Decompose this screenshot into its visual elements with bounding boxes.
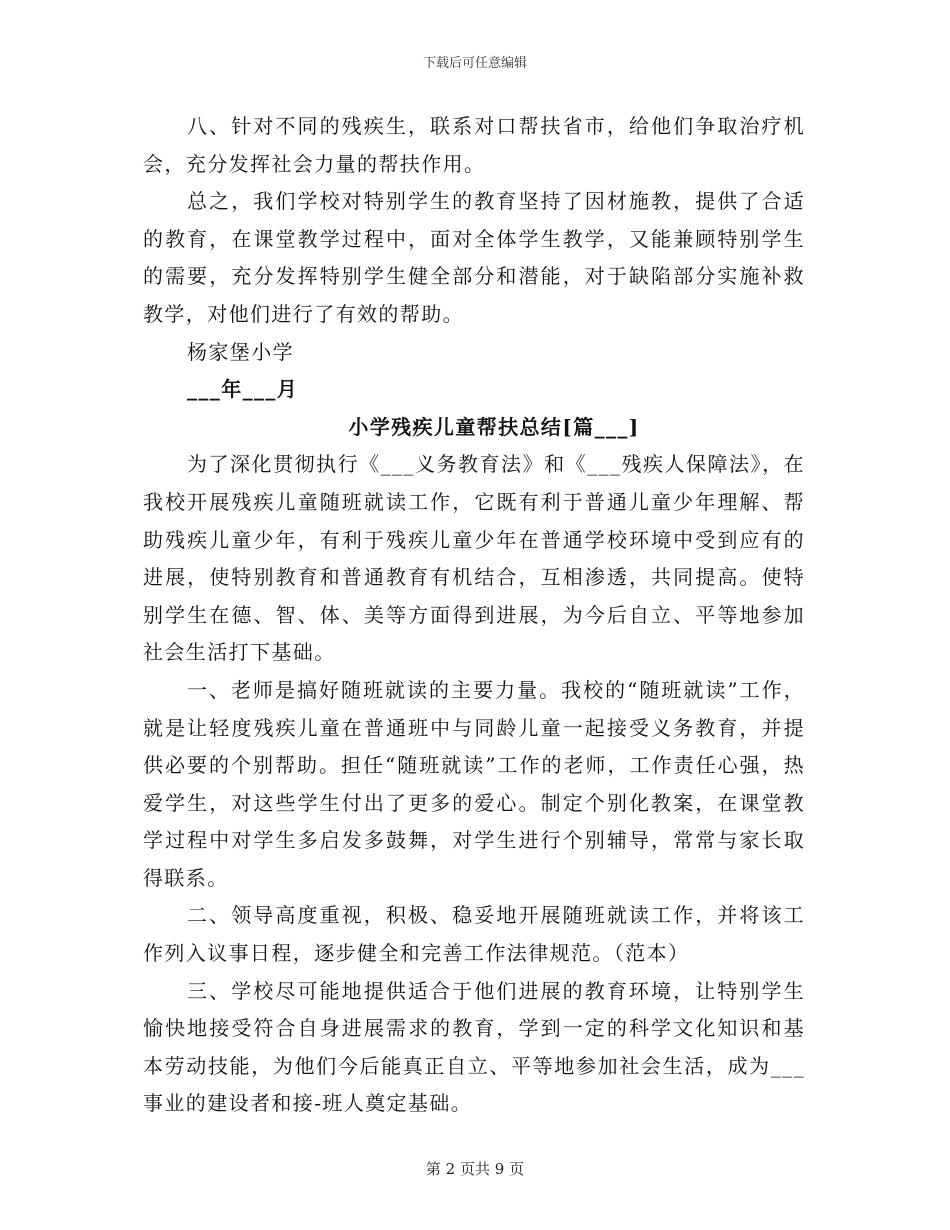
paragraph-8: 八、针对不同的残疾生，联系对口帮扶省市，给他们争取治疗机会，充分发挥社会力量的帮扶作用。 [143, 114, 805, 176]
point-3-paragraph: 三、学校尽可能地提供适合于他们进展的教育环境，让特别学生愉快地接受符合自身进展需求的教育，学到一定的科学文化知识和基本劳动技能，为他们今后能真正自立、平等地参加社会生活，成为___事业的建设者和接-班人奠定基础。 [143, 978, 805, 1116]
page-header: 下载后可任意编辑 [422, 56, 527, 71]
intro-paragraph: 为了深化贯彻执行《___义务教育法》和《___残疾人保障法》，在我校开展残疾儿童随班就读工作，它既有利于普通儿童少年理解、帮助残疾儿童少年，有利于残疾儿童少年在普通学校环境中受到应有的进展，使特别教育和普通教育有机结合，互相渗透，共同提高。使特别学生在德、智、体、美等方面得到进展，为今后自立、平等地参加社会生活打下基础。 [143, 452, 805, 665]
point-2-paragraph: 二、领导高度重视，积极、稳妥地开展随班就读工作，并将该工作列入议事日程，逐步健全和完善工作法律规范。（范本） [143, 903, 805, 966]
document-body [143, 108, 805, 1123]
school-name: 杨家堡小学 [187, 339, 294, 364]
point-1-paragraph: 一、老师是搞好随班就读的主要力量。我校的“随班就读”工作，就是让轻度残疾儿童在普通班中与同龄儿童一起接受义务教育，并提供必要的个别帮助。担任“随班就读”工作的老师，工作责任心强，热爱学生，对这些学生付出了更多的爱心。制定个别化教案，在课堂教学过程中对学生多启发多鼓舞，对学生进行个别辅导，常常与家长取得联系。 [143, 677, 805, 890]
page-footer: 第 2 页共 9 页 [425, 1160, 525, 1178]
section-title: 小学残疾儿童帮扶总结[篇___] [348, 414, 640, 439]
date-line: ___年___月 [187, 377, 299, 402]
summary-paragraph: 总之，我们学校对特别学生的教育坚持了因材施教，提供了合适的教育，在课堂教学过程中，面对全体学生教学，又能兼顾特别学生的需要，充分发挥特别学生健全部分和潜能，对于缺陷部分实施补救教学，对他们进行了有效的帮助。 [143, 189, 805, 326]
